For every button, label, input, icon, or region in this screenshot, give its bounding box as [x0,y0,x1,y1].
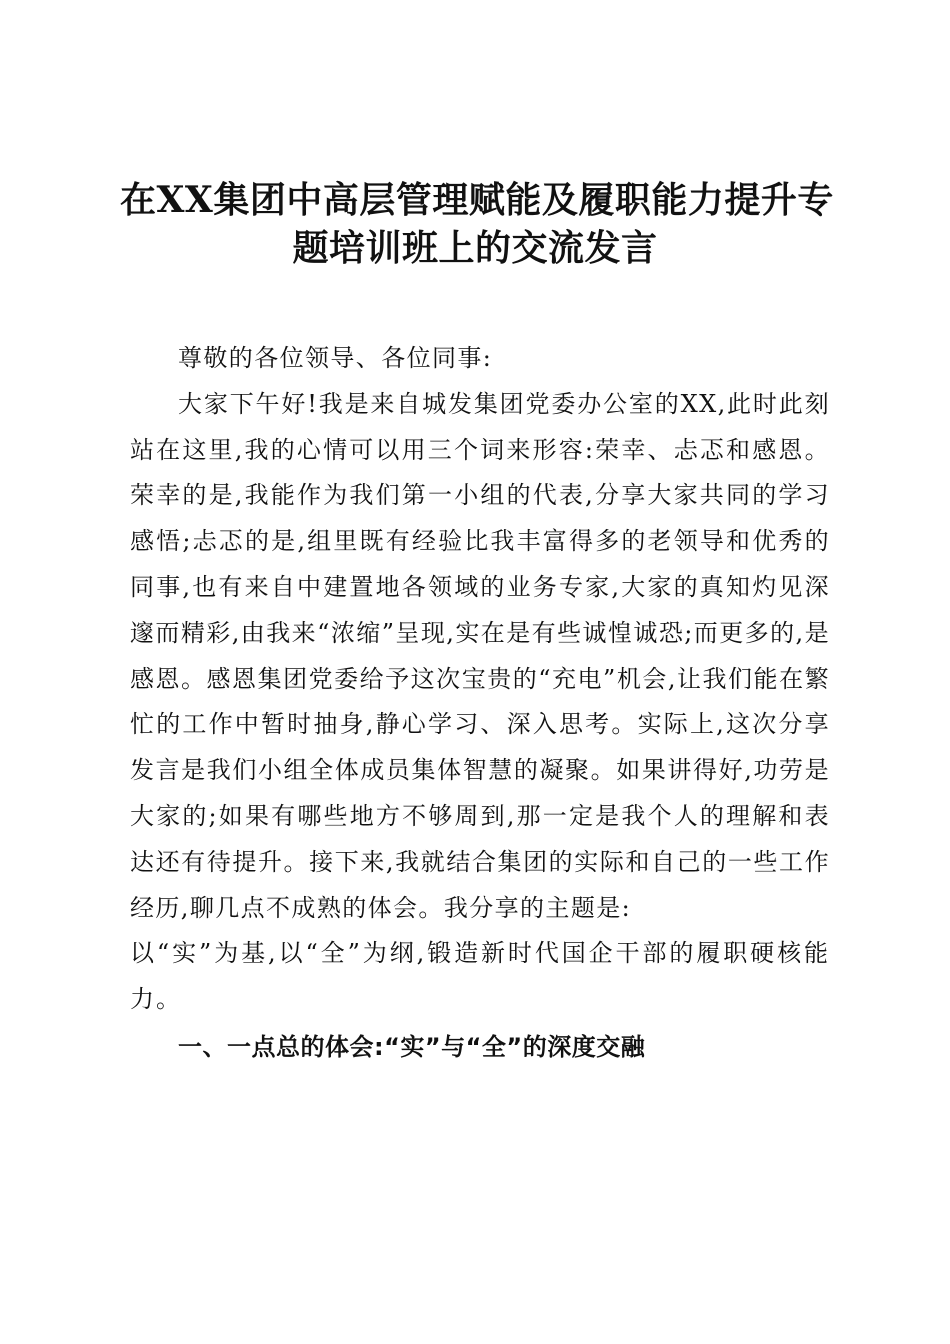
salutation: 尊敬的各位领导、各位同事: [178,344,493,372]
title-line-2: 题培训班上的交流发言 [292,227,658,269]
document-title [120,176,834,272]
opening-paragraph: 大家下午好!我是来自城发集团党委办公室的XX,此时此刻站在这里,我的心情可以用三个词来形容:荣幸、忐忑和感恩。荣幸的是,我能作为我们第一小组的代表,分享大家共同的学习感悟;忐忑的是,组里既有经验比我丰富得多的老领导和优秀的同事,也有来自中建置地各领域的业务专家,大家的真知灼见深邃而精彩,由我来“浓缩”呈现,实在是有些诚惶诚恐;而更多的,是感恩。感恩集团党委给予这次宝贵的“充电”机会,让我们能在繁忙的工作中暂时抽身,静心学习、深入思考。实际上,这次分享发言是我们小组全体成员集体智慧的凝聚。如果讲得好,功劳是大家的;如果有哪些地方不够周到,那一定是我个人的理解和表达还有待提升。接下来,我就结合集团的实际和自己的一些工作经历,聊几点不成熟的体会。我分享的主题是: [130,389,830,922]
document-body [130,336,830,1071]
title-line-1: 在XX集团中高层管理赋能及履职能力提升专 [120,179,834,221]
section-heading-1: 一、一点总的体会:“实”与“全”的深度交融 [178,1032,646,1061]
theme-statement: 以“实”为基,以“全”为纲,锻造新时代国企干部的履职硬核能力。 [130,939,830,1014]
